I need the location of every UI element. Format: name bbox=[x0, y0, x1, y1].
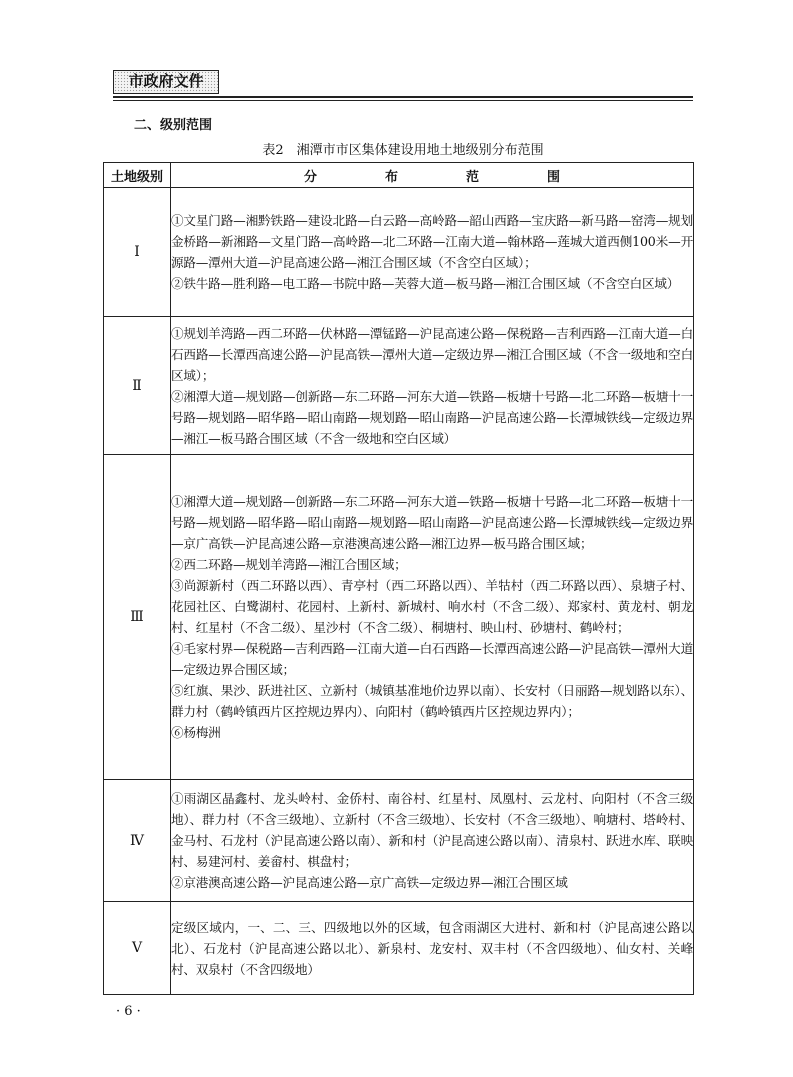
level-cell: Ⅲ bbox=[104, 455, 171, 780]
scope-item: ②京港澳高速公路—沪昆高速公路—京广高铁—定级边界—湘江合围区域 bbox=[171, 875, 568, 890]
column-header-char: 围 bbox=[547, 169, 561, 185]
column-header-char: 范 bbox=[466, 169, 480, 185]
scope-item: ③尚源新村（西二环路以西）、青亭村（西二环路以西）、羊牯村（西二环路以西）、泉塘子村、花园社区、白鹭湖村、花园村、上新村、新城村、响水村（不含二级）、郑家村、黄龙村、朝龙村、红星村（不含二级）、星沙村（不含二级）、桐塘村、映山村、砂塘村、鹤岭村； bbox=[171, 578, 693, 635]
column-header-char: 分 bbox=[303, 169, 317, 185]
scope-item: ④毛家村界—保税路—吉利西路—江南大道—白石西路—长潭西高速公路—沪昆高铁—潭州大道—定级边界合围区域； bbox=[171, 641, 693, 677]
scope-item: ⑥杨梅洲 bbox=[171, 725, 221, 740]
header-rule-thin bbox=[113, 100, 693, 101]
level-cell: Ⅰ bbox=[104, 188, 171, 317]
column-header-scope bbox=[171, 163, 694, 188]
table-caption: 表2 湘潭市市区集体建设用地土地级别分布范围 bbox=[262, 143, 544, 158]
table-header-row bbox=[104, 163, 694, 188]
level-cell: Ⅳ bbox=[104, 780, 171, 902]
page-number: · 6 · bbox=[116, 1004, 141, 1019]
scope-item: 定级区域内，一、二、三、四级地以外的区域，包含雨湖区大进村、新和村（沪昆高速公路以北）、石龙村（沪昆高速公路以北）、新泉村、龙安村、双丰村（不含四级地）、仙女村、关峰村、双泉村（不含四级地） bbox=[171, 919, 693, 977]
table-row bbox=[104, 455, 694, 780]
scope-cell bbox=[171, 188, 694, 317]
scope-cell bbox=[171, 780, 694, 902]
scope-item: ①湘潭大道—规划路—创新路—东二环路—河东大道—铁路—板塘十号路—北二环路—板塘十一号路—规划路—昭华路—昭山南路—规划路—昭山南路—沪昆高速公路—长潭城铁线—定级边界—京广高铁—沪昆高速公路—京港澳高速公路—湘江边界—板马路合围区域； bbox=[171, 494, 693, 551]
scope-cell bbox=[171, 902, 694, 995]
scope-item: ②西二环路—规划羊湾路—湘江合围区域； bbox=[171, 557, 407, 572]
section-heading: 二、级别范围 bbox=[134, 118, 213, 133]
scope-item: ①规划羊湾路—西二环路—伏林路—潭锰路—沪昆高速公路—保税路—吉利西路—江南大道—白石西路—长潭西高速公路—沪昆高铁—潭州大道—定级边界—湘江合围区域（不含一级地和空白区域）； bbox=[171, 325, 693, 383]
scope-cell bbox=[171, 455, 694, 780]
level-cell: Ⅱ bbox=[104, 317, 171, 455]
document-category-label: 市政府文件 bbox=[113, 70, 219, 94]
land-level-table bbox=[103, 162, 694, 995]
scope-item: ①文星门路—湘黔铁路—建设北路—白云路—高岭路—韶山西路—宝庆路—新马路—窑湾—规划金桥路—新湘路—文星门路—高岭路—北二环路—江南大道—翰林路—莲城大道西侧100米—开源路—潭州大道—沪昆高速公路—湘江合围区域（不含空白区域）； bbox=[171, 213, 693, 270]
table-row bbox=[104, 188, 694, 317]
level-cell: Ⅴ bbox=[104, 902, 171, 995]
table-row bbox=[104, 317, 694, 455]
scope-item: ②铁牛路—胜利路—电工路—书院中路—芙蓉大道—板马路—湘江合围区域（不含空白区域） bbox=[171, 276, 680, 291]
scope-item: ⑤红旗、果沙、跃进社区、立新村（城镇基准地价边界以南）、长安村（日丽路—规划路以东）、群力村（鹤岭镇西片区控规边界内）、向阳村（鹤岭镇西片区控规边界内）； bbox=[171, 683, 693, 719]
header-rule-thick bbox=[113, 96, 693, 98]
table-row bbox=[104, 902, 694, 995]
table-row bbox=[104, 780, 694, 902]
column-header-char: 布 bbox=[384, 169, 398, 185]
scope-item: ②湘潭大道—规划路—创新路—东二环路—河东大道—铁路—板塘十号路—北二环路—板塘十一号路—规划路—昭华路—昭山南路—规划路—昭山南路—沪昆高速公路—长潭城铁线—定级边界—湘江—板马路合围区域（不含一级地和空白区域） bbox=[171, 388, 693, 446]
scope-item: ①雨湖区晶鑫村、龙头岭村、金侨村、南谷村、红星村、凤凰村、云龙村、向阳村（不含三级地）、群力村（不含三级地）、立新村（不含三级地）、长安村（不含三级地）、响塘村、塔岭村、金马村、石龙村（沪昆高速公路以南）、新和村（沪昆高速公路以南）、清泉村、跃进水库、联映村、易建河村、姜畲村、棋盘村； bbox=[171, 791, 693, 869]
scope-cell bbox=[171, 317, 694, 455]
column-header-level: 土地级别 bbox=[104, 163, 171, 188]
